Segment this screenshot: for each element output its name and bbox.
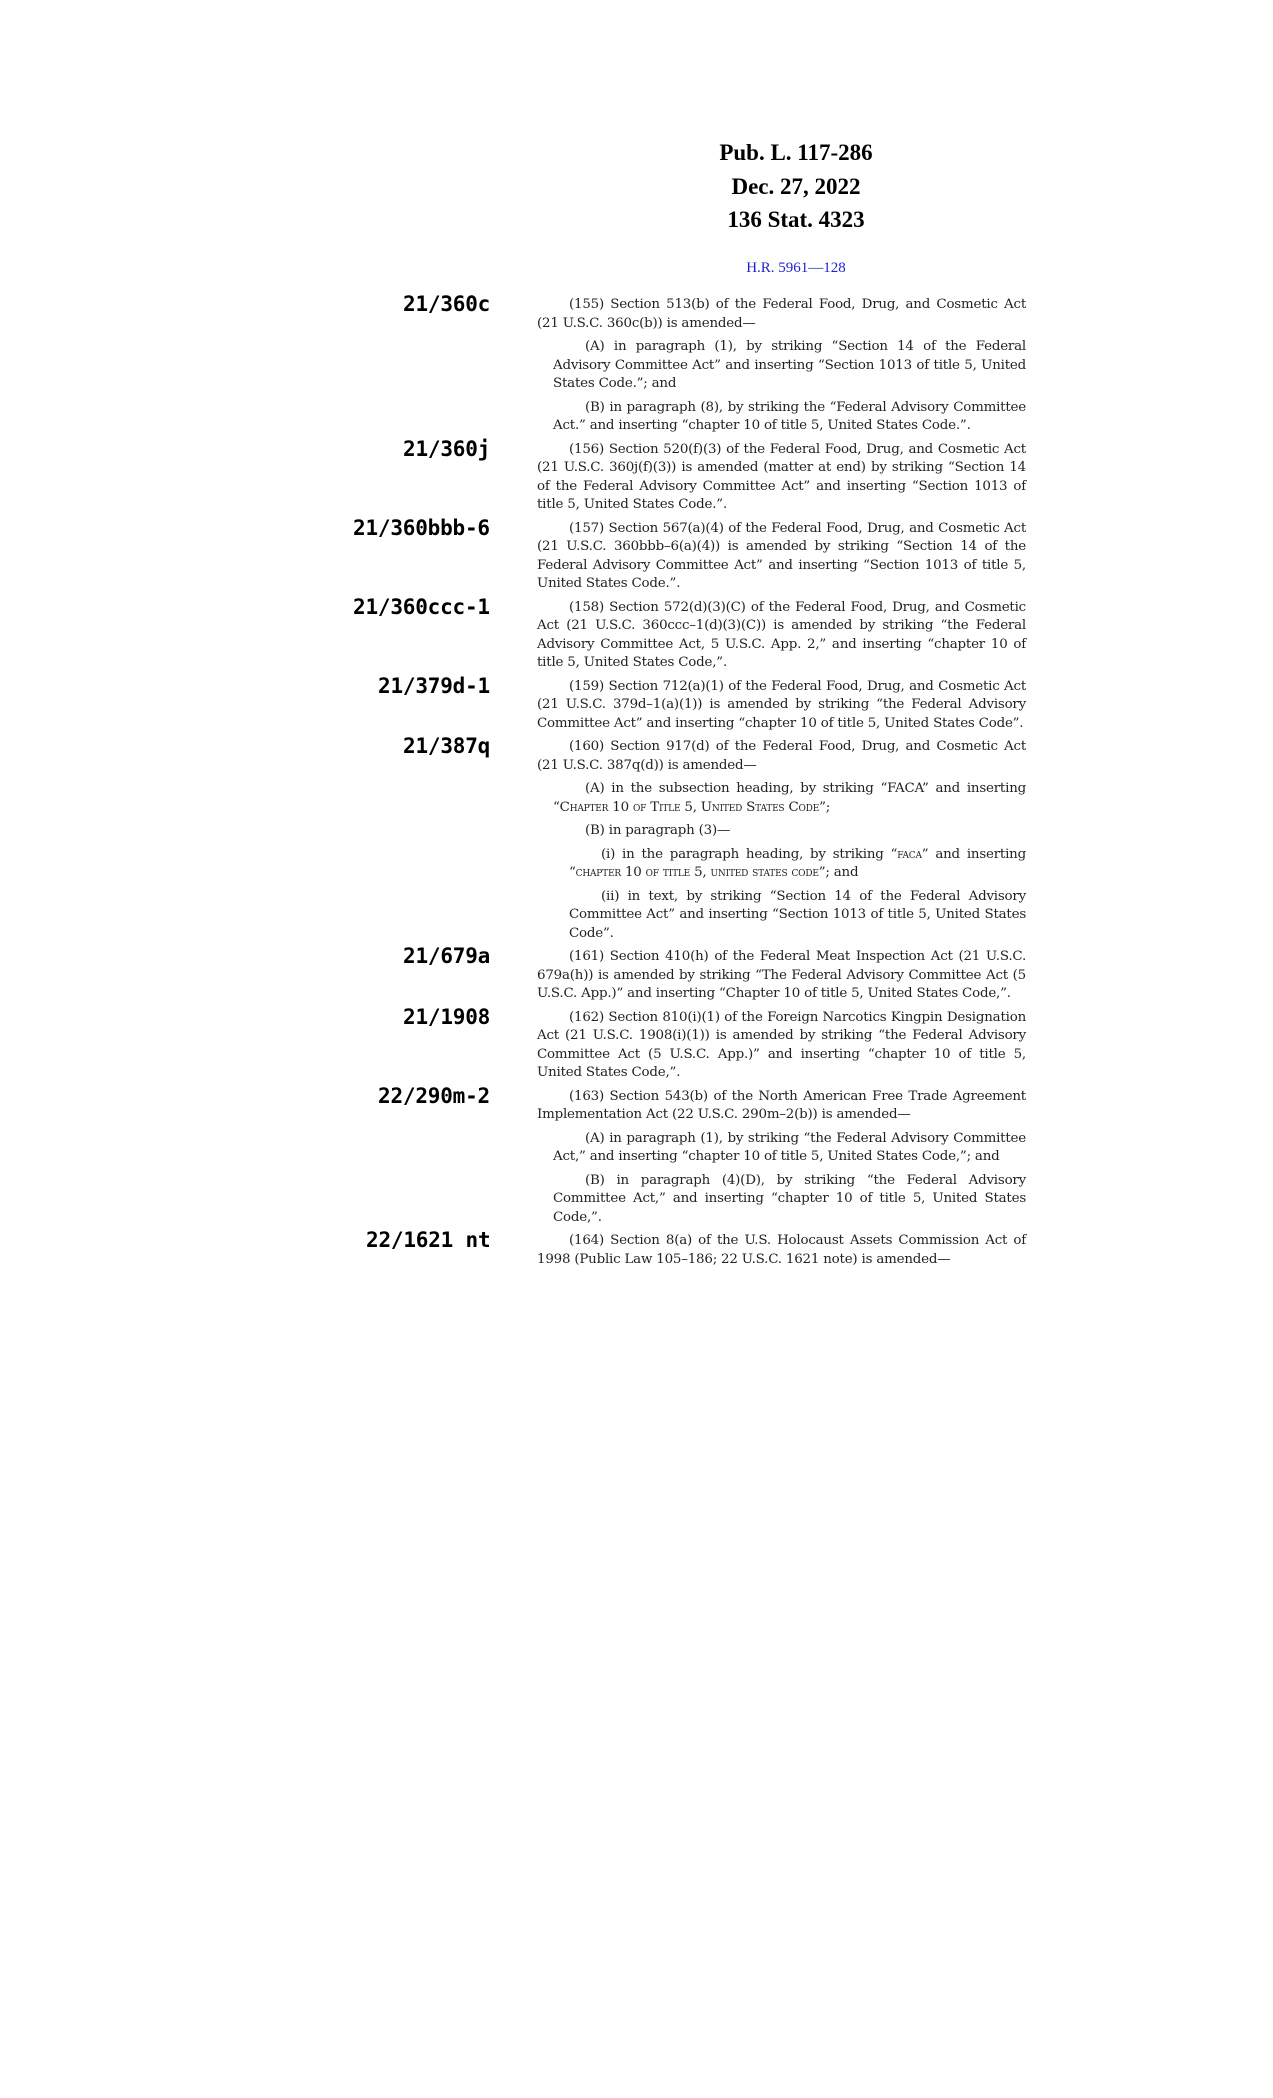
paragraph-160-a xyxy=(553,780,1026,817)
paragraph-text: ” and inserting “ xyxy=(569,846,1026,880)
enactment-date: Dec. 27, 2022 xyxy=(731,173,861,199)
public-law-number: Pub. L. 117-286 xyxy=(719,140,873,165)
paragraph-159 xyxy=(378,673,1026,734)
paragraph-text: (162) Section 810(i)(1) of the Foreign Narcotics Kingpin Designation Act (21 U.S.C. 1908(i)(1)) is amended by striking “the Federal Advisory Committee Act (5 U.S.C. App.)” and inserting “chapter 10 of title 5, United States Code,”. xyxy=(537,1009,1026,1080)
margin-note-158: 21/360ccc-1 xyxy=(353,594,490,619)
paragraph-163-a xyxy=(553,1130,1026,1167)
paragraph-text: (160) Section 917(d) of the Federal Food, Drug, and Cosmetic Act (21 U.S.C. 387q(d)) is amended— xyxy=(537,739,1026,773)
paragraph-162 xyxy=(403,1004,1026,1083)
margin-note-159: 21/379d-1 xyxy=(378,673,490,698)
paragraph-text: (A) in paragraph (1), by striking “the Federal Advisory Committee Act,” and inserting “chapter 10 of title 5, United States Code,”; and xyxy=(553,1130,1026,1164)
paragraph-text: (ii) in text, by striking “Section 14 of the Federal Advisory Committee Act” and inserting “Section 1013 of title 5, United States Code”. xyxy=(569,888,1026,941)
paragraph-text: (158) Section 572(d)(3)(C) of the Federal Food, Drug, and Cosmetic Act (21 U.S.C. 360ccc–1(d)(3)(C)) is amended by striking “the Federal Advisory Committee Act, 5 U.S.C. App. 2,” and inserting “chapter 10 of title 5, United States Code,”. xyxy=(537,599,1026,670)
margin-note-155: 21/360c xyxy=(403,292,491,316)
paragraph-text: ”; and xyxy=(818,865,859,880)
margin-note-156: 21/360j xyxy=(403,436,491,461)
small-caps-text: faca xyxy=(897,846,922,862)
paragraph-156 xyxy=(403,436,1026,515)
page-header xyxy=(636,136,956,278)
margin-note-164: 22/1621 nt xyxy=(366,1228,491,1252)
paragraph-155-b xyxy=(553,399,1026,436)
margin-note-157: 21/360bbb-6 xyxy=(353,515,490,540)
paragraph-155-a xyxy=(553,338,1026,394)
paragraph-160-b xyxy=(553,822,1026,841)
statute-page: 136 Stat. 4323 xyxy=(727,207,865,232)
paragraph-text: (156) Section 520(f)(3) of the Federal Food, Drug, and Cosmetic Act (21 U.S.C. 360j(f)(3)) is amended (matter at end) by striking “Section 14 of the Federal Advisory Committee Act” and inserting “Section 1013 of title 5, United States Code.”. xyxy=(537,441,1026,512)
paragraph-160 xyxy=(403,734,1026,775)
paragraph-163 xyxy=(378,1083,1026,1125)
margin-note-160: 21/387q xyxy=(403,734,491,758)
paragraph-160-b-ii xyxy=(569,888,1026,944)
bill-page-link[interactable]: H.R. 5961—128 xyxy=(746,259,846,276)
small-caps-text: Chapter 10 of Title 5, United States Code xyxy=(559,799,820,815)
paragraph-160-b-i xyxy=(569,846,1026,883)
paragraph-text: (A) in paragraph (1), by striking “Section 14 of the Federal Advisory Committee Act” and inserting “Section 1013 of title 5, United States Code.”; and xyxy=(553,339,1026,391)
paragraph-text: (159) Section 712(a)(1) of the Federal Food, Drug, and Cosmetic Act (21 U.S.C. 379d–1(a)(1)) is amended by striking “the Federal Advisory Committee Act” and inserting “chapter 10 of title 5, United States Code”. xyxy=(537,678,1026,731)
paragraph-text: (157) Section 567(a)(4) of the Federal Food, Drug, and Cosmetic Act (21 U.S.C. 360bbb–6(a)(4)) is amended by striking “Section 14 of the Federal Advisory Committee Act” and inserting “Section 1013 of title 5, United States Code.”. xyxy=(537,520,1026,591)
document-body xyxy=(353,292,1026,1274)
paragraph-text: (164) Section 8(a) of the U.S. Holocaust Assets Commission Act of 1998 (Public Law 105–186; 22 U.S.C. 1621 note) is amended— xyxy=(537,1233,1026,1267)
margin-note-161: 21/679a xyxy=(403,944,491,968)
paragraph-157 xyxy=(353,515,1026,594)
paragraph-text: (161) Section 410(h) of the Federal Meat Inspection Act (21 U.S.C. 679a(h)) is amended by striking “The Federal Advisory Committee Act (5 U.S.C. App.)” and inserting “Chapter 10 of title 5, United States Code,”. xyxy=(537,949,1026,1001)
paragraph-text: (B) in paragraph (4)(D), by striking “the Federal Advisory Committee Act,” and inserting “chapter 10 of title 5, United States Code,”. xyxy=(553,1172,1026,1225)
small-caps-text: chapter 10 of title 5, united states code xyxy=(575,865,819,880)
paragraph-text: (B) in paragraph (8), by striking the “Federal Advisory Committee Act.” and inserting “chapter 10 of title 5, United States Code.”. xyxy=(553,399,1026,433)
paragraph-text: (i) in the paragraph heading, by striking “ xyxy=(601,846,898,862)
paragraph-163-b xyxy=(553,1172,1026,1228)
paragraph-164 xyxy=(366,1228,1026,1269)
margin-note-163: 22/290m-2 xyxy=(378,1083,490,1108)
paragraph-text: (A) in the subsection heading, by striking “FACA” and inserting “ xyxy=(553,781,1026,815)
paragraph-text: (155) Section 513(b) of the Federal Food, Drug, and Cosmetic Act (21 U.S.C. 360c(b)) is amended— xyxy=(537,297,1026,331)
paragraph-text: ”; xyxy=(819,799,831,815)
paragraph-161 xyxy=(403,944,1026,1004)
paragraph-text: (163) Section 543(b) of the North American Free Trade Agreement Implementation Act (22 U.S.C. 290m–2(b)) is amended— xyxy=(537,1088,1026,1122)
paragraph-155 xyxy=(403,292,1026,333)
paragraph-158 xyxy=(353,594,1026,673)
margin-note-162: 21/1908 xyxy=(403,1004,491,1029)
paragraph-text: (B) in paragraph (3)— xyxy=(585,823,731,838)
